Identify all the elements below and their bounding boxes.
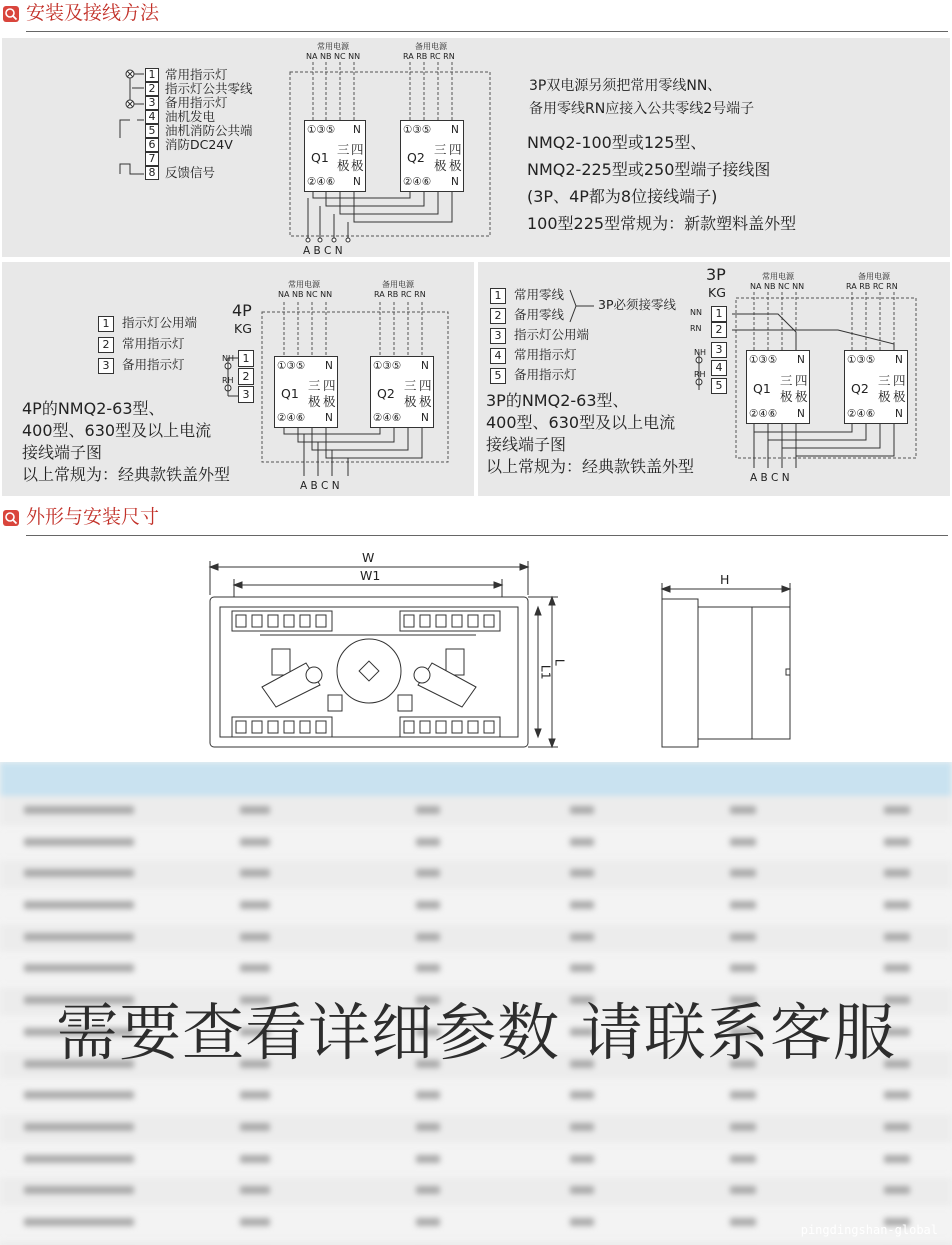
breaker-n: N [895,354,903,366]
normal-terms: NA NB NC NN [306,52,361,61]
table-row [0,923,952,955]
breaker-n: N [895,408,903,420]
nn-label: NN [690,308,702,317]
watermark: pingdingshan-global [800,1223,938,1237]
dim-w: W [362,550,375,565]
legend-num: 6 [145,138,159,152]
terminal-3: 3 [711,342,727,358]
breaker-label: Q2 [407,150,425,165]
legend-label: 常用指示灯 [165,67,228,82]
breaker-top-terms: ①③⑤ [847,354,876,366]
breaker-pole: 极 [323,394,336,409]
breaker-pole: 四 [795,373,808,388]
breaker-bot-terms: ②④⑥ [307,176,336,188]
breaker-label: Q1 [753,381,771,396]
desc-line-4: 以上常规为：经典款铁盖外型 [22,465,231,484]
terminal-1: 1 [711,306,727,322]
legend-num: 5 [145,124,159,138]
search-icon [3,6,19,22]
breaker-pole: 极 [780,389,793,404]
breaker-pole: 极 [434,158,447,173]
backup-terms: RA RB RC RN [403,52,455,61]
backup-source-label: 备用电源 [415,42,447,51]
dimension-drawing [0,545,952,760]
legend-num: 3 [145,96,159,110]
breaker-q2 [844,350,908,424]
desc-line-3: 接线端子图 [22,443,103,462]
legend-num: 3 [490,328,506,344]
breaker-pole: 四 [351,142,364,157]
normal-source-label: 常用电源 [288,280,320,289]
terminal-3: 3 [238,386,254,403]
breaker-pole: 四 [893,373,906,388]
breaker-q1 [304,120,366,192]
divider [26,535,948,536]
desc-line-2: 400型、630型及以上电流 [486,413,676,432]
breaker-pole: 四 [419,378,432,393]
backup-terms: RA RB RC RN [846,282,898,291]
legend-num: 1 [98,316,114,332]
legend-list [145,68,253,180]
table-row [0,1081,952,1113]
legend-num: 5 [490,368,506,384]
breaker-pole: 极 [351,158,364,173]
output-terms: A B C N [750,472,790,484]
desc-line-1: 4P的NMQ2-63型、 [22,399,165,418]
terminal-2: 2 [711,322,727,338]
breaker-label: Q2 [851,381,869,396]
breaker-q2 [370,356,434,428]
breaker-bot-terms: ②④⑥ [373,412,402,424]
legend-label: 备用指示灯 [122,357,185,372]
breaker-top-terms: ①③⑤ [749,354,778,366]
legend-label: 常用指示灯 [514,347,577,362]
desc-line-2: NMQ2-225型或250型端子接线图 [527,160,771,179]
breaker-bot-terms: ②④⑥ [403,176,432,188]
breaker-bot-terms: ②④⑥ [749,408,778,420]
normal-source-label: 常用电源 [762,272,794,281]
breaker-n: N [797,354,805,366]
table-row [0,1113,952,1145]
desc-line-1: NMQ2-100型或125型、 [527,133,707,152]
nh-label: NH [222,354,234,363]
section-title: 安装及接线方法 [26,2,160,24]
legend-num: 4 [490,348,506,364]
breaker-n: N [353,124,361,136]
legend-num: 3 [98,358,114,374]
table-header [0,762,952,796]
table-row [0,828,952,860]
table-row [0,859,952,891]
normal-terms: NA NB NC NN [750,282,805,291]
breaker-pole: 极 [404,394,417,409]
backup-terms: RA RB RC RN [374,290,426,299]
breaker-pole: 三 [878,373,891,388]
legend-label: 消防DC24V [165,137,233,152]
breaker-pole: 极 [419,394,432,409]
terminal-2: 2 [238,368,254,385]
dim-l: L [552,658,568,666]
breaker-top-terms: ①③⑤ [373,360,402,372]
legend-label: 备用零线 [514,307,565,322]
front-view [0,545,952,760]
breaker-pole: 四 [323,378,336,393]
wiring-panel-4p [2,262,474,496]
breaker-label: Q1 [311,150,329,165]
dim-h: H [720,572,730,587]
note-line-1: 3P双电源另须把常用零线NN、 [529,78,722,94]
legend-num: 7 [145,152,159,166]
breaker-n: N [797,408,805,420]
legend-num: 4 [145,110,159,124]
contact-notice: 需要查看详细参数 请联系客服 [56,996,896,1069]
legend-label: 指示灯公共零线 [165,81,253,96]
backup-source-label: 备用电源 [858,272,890,281]
desc-line-1: 3P的NMQ2-63型、 [486,391,629,410]
breaker-top-terms: ①③⑤ [307,124,336,136]
breaker-pole: 三 [404,378,417,393]
breaker-pole: 三 [308,378,321,393]
breaker-top-terms: ①③⑤ [403,124,432,136]
table-row [0,891,952,923]
desc-line-3: (3P、4P都为8位接线端子) [527,187,718,206]
breaker-n: N [451,176,459,188]
legend-label: 常用指示灯 [122,336,185,351]
section-header-dimensions [0,504,952,538]
label-4p: 4P [232,301,252,320]
legend-label: 备用指示灯 [165,95,228,110]
neutral-note: 3P必须接零线 [598,297,676,312]
table-row [0,1176,952,1208]
breaker-pole: 四 [449,142,462,157]
breaker-bot-terms: ②④⑥ [847,408,876,420]
table-row [0,796,952,828]
breaker-n: N [353,176,361,188]
breaker-pole: 极 [893,389,906,404]
breaker-label: Q2 [377,386,395,401]
legend-label: 油机消防公共端 [165,123,253,138]
breaker-label: Q1 [281,386,299,401]
breaker-q2 [400,120,464,192]
legend-num: 2 [98,337,114,353]
note-line-2: 备用零线RN应接入公共零线2号端子 [529,101,755,117]
breaker-pole: 极 [795,389,808,404]
breaker-q1 [746,350,810,424]
breaker-pole: 极 [449,158,462,173]
rh-label: RH [694,370,706,379]
rn-label: RN [690,324,702,333]
legend-label: 油机发电 [165,109,216,124]
dim-l1: L1 [538,664,554,680]
legend-label: 备用指示灯 [514,367,577,382]
nh-label: NH [694,348,706,357]
legend-label: 指示灯公用端 [514,327,590,342]
output-terms: A B C N [303,245,343,257]
search-icon [3,510,19,526]
breaker-n: N [421,412,429,424]
breaker-pole: 三 [780,373,793,388]
legend-num: 2 [145,82,159,96]
legend-num: 2 [490,308,506,324]
desc-line-4: 100型225型常规为：新款塑料盖外型 [527,214,797,233]
desc-line-3: 接线端子图 [486,435,567,454]
legend-num: 1 [490,288,506,304]
terminal-4: 4 [711,360,727,376]
table-row [0,1145,952,1177]
breaker-n: N [421,360,429,372]
rh-label: RH [222,376,234,385]
terminal-1: 1 [238,350,254,367]
label-kg: KG [234,321,252,336]
breaker-pole: 极 [308,394,321,409]
breaker-pole: 三 [434,142,447,157]
label-kg: KG [708,285,726,300]
breaker-pole: 三 [337,142,350,157]
terminal-5: 5 [711,378,727,394]
legend-num: 1 [145,68,159,82]
breaker-bot-terms: ②④⑥ [277,412,306,424]
output-terms: A B C N [300,480,340,492]
divider [26,31,948,32]
breaker-pole: 极 [878,389,891,404]
legend-label: 反馈信号 [165,165,216,180]
normal-terms: NA NB NC NN [278,290,333,299]
breaker-top-terms: ①③⑤ [277,360,306,372]
wiring-panel-3p [478,262,950,496]
label-3p: 3P [706,265,726,284]
breaker-n: N [325,360,333,372]
breaker-pole: 极 [337,158,350,173]
legend-label: 指示灯公用端 [122,315,198,330]
table-row [0,1240,952,1245]
section-title: 外形与安装尺寸 [26,506,160,528]
desc-line-2: 400型、630型及以上电流 [22,421,212,440]
breaker-n: N [451,124,459,136]
backup-source-label: 备用电源 [382,280,414,289]
table-row [0,954,952,986]
normal-source-label: 常用电源 [317,42,349,51]
legend-num: 8 [145,166,159,180]
breaker-q1 [274,356,338,428]
wiring-panel-1 [2,38,950,257]
section-header-install [0,0,952,34]
dim-w1: W1 [360,568,381,583]
desc-line-4: 以上常规为：经典款铁盖外型 [486,457,695,476]
breaker-n: N [325,412,333,424]
legend-label: 常用零线 [514,287,565,302]
